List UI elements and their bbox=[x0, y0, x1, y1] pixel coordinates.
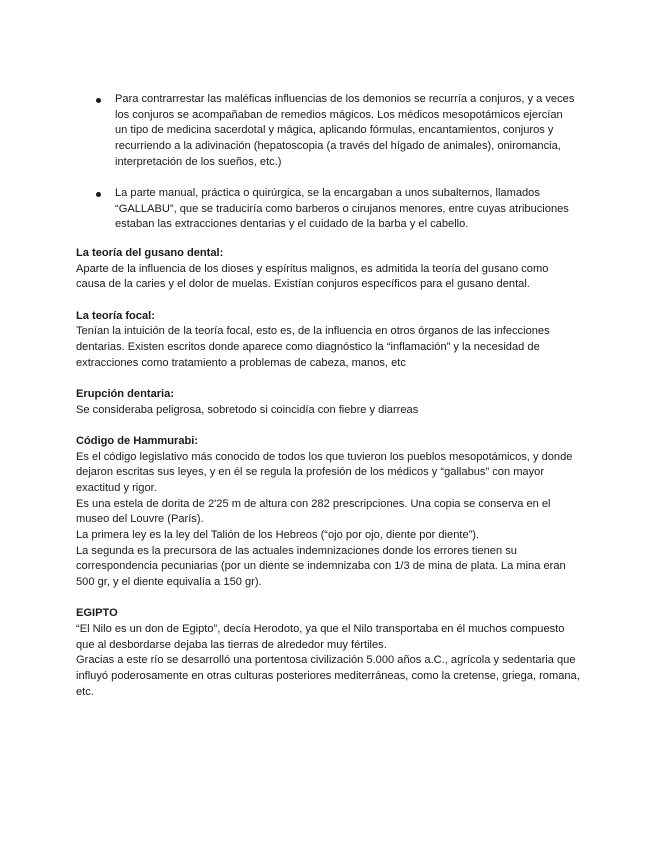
document-body bbox=[76, 246, 580, 716]
section-paragraph: Se consideraba peligrosa, sobretodo si coincidía con fiebre y diarreas bbox=[76, 403, 419, 416]
bullet-list bbox=[96, 92, 576, 249]
section-paragraph: Aparte de la influencia de los dioses y espíritus malignos, es admitida la teoría del gusano como causa de la caries y el dolor de muelas. Existían conjuros específicos para el gusano dental. bbox=[76, 262, 549, 291]
section-erupcion-dentaria bbox=[76, 387, 580, 418]
section-paragraph: Gracias a este río se desarrolló una portentosa civilización 5.000 años a.C., agrícola y sedentaria que influyó poderosamente en otras culturas posteriores mediterráneas, como la cretense, griega, romana, etc. bbox=[76, 654, 580, 698]
section-paragraph: Es una estela de dorita de 2'25 m de altura con 282 prescripciones. Una copia se conserva en el museo del Louvre (París). bbox=[76, 497, 551, 526]
section-paragraph: Tenían la intuición de la teoría focal, esto es, de la influencia en otros órganos de las infecciones dentarias. Existen escritos donde aparece como diagnóstico la “inflamación” y la necesidad de extracciones como tratamiento a problemas de cabeza, manos, etc bbox=[76, 325, 550, 369]
bullet-dot-icon bbox=[96, 192, 101, 197]
section-paragraph: La primera ley es la ley del Talión de los Hebreos (“ojo por ojo, diente por diente”). bbox=[76, 529, 480, 542]
bullet-text: La parte manual, práctica o quirúrgica, se la encargaban a unos subalternos, llamados “GALLABU”, que se traduciría como barberos o cirujanos menores, entre cuyas atribuciones estaban las extracciones dentarias y el cuidado de la barba y el cabello. bbox=[115, 187, 569, 231]
section-egipto bbox=[76, 606, 580, 700]
section-heading: La teoría focal: bbox=[76, 309, 155, 322]
section-teoria-focal bbox=[76, 309, 580, 372]
section-paragraph: La segunda es la precursora de las actuales indemnizaciones donde los errores tienen su correspondencia pecuniarias (por un diente se indemnizaba con 1/3 de mina de plata. La mina eran 500 gr, y el diente equivalía a 150 gr). bbox=[76, 544, 566, 589]
section-heading: Código de Hammurabi: bbox=[76, 434, 199, 447]
section-codigo-hammurabi bbox=[76, 434, 580, 591]
section-paragraph: Es el código legislativo más conocido de todos los que tuvieron los pueblos mesopotámicos, y donde dejaron escritas sus leyes, y en él se regula la profesión de los médicos y “gallabus” con mayor exactitud y rigor. bbox=[76, 450, 573, 494]
bullet-dot-icon bbox=[96, 98, 101, 103]
bullet-text: Para contrarrestar las maléficas influencias de los demonios se recurría a conjuros, y a veces los conjuros se acompañaban de remedios mágicos. Los médicos mesopotámicos ejercían un tipo de medicina sacerdotal y mágica, aplicando fórmulas, encantamientos, conjuros y recurriendo a la adivinación (hepatoscopia (a través del hígado de animales), oniromancia, interpretación de los sueños, etc.) bbox=[115, 93, 575, 168]
bullet-item bbox=[96, 92, 576, 171]
section-heading: La teoría del gusano dental: bbox=[76, 247, 224, 259]
section-heading: EGIPTO bbox=[76, 607, 118, 620]
bullet-item bbox=[96, 186, 576, 233]
section-gusano-dental bbox=[76, 246, 580, 293]
section-paragraph: “El Nilo es un don de Egipto”, decía Herodoto, ya que el Nilo transportaba en él muchos compuesto que al desbordarse dejaba las tierras de alrededor muy fértiles. bbox=[76, 623, 565, 651]
section-heading: Erupción dentaria: bbox=[76, 387, 175, 400]
